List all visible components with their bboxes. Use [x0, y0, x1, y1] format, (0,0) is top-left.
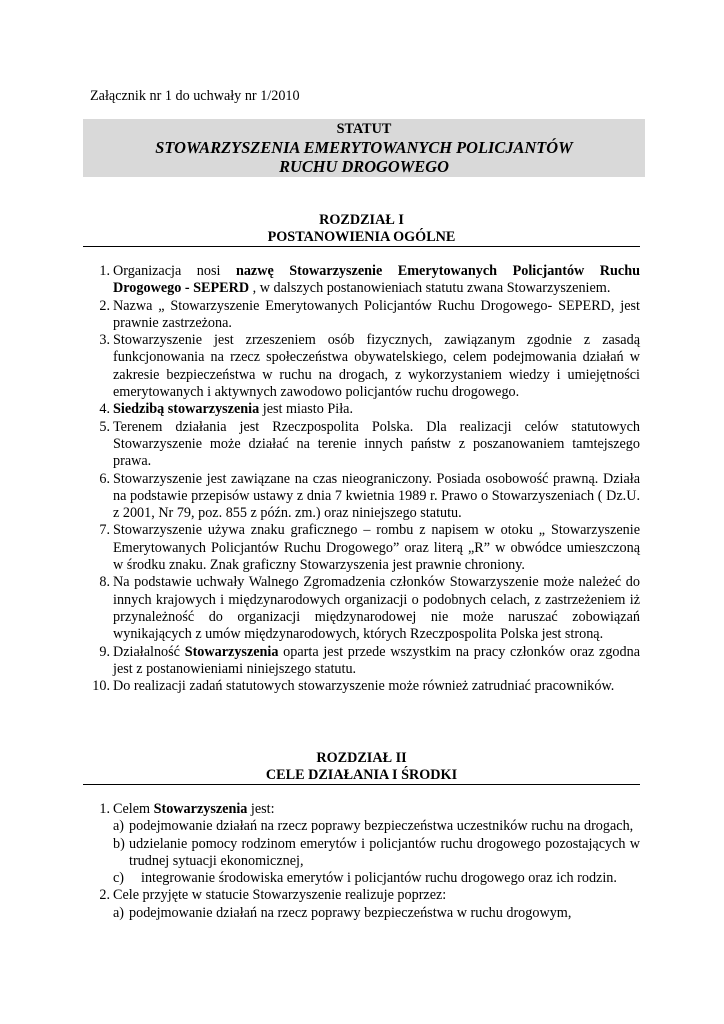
chapter-1-rule — [83, 246, 640, 247]
chapter-1-list — [83, 263, 640, 695]
chapter-2-subheading: CELE DZIAŁANIA I ŚRODKI — [265, 767, 458, 784]
chapter-1-header — [83, 212, 640, 247]
sub-item: a) podejmowanie działań na rzecz poprawy bezpieczeństwa uczestników ruchu na drogach, — [113, 818, 634, 835]
title-association-name-2: RUCHU DROGOWEGO — [279, 157, 449, 176]
chapter-1-heading: ROZDZIAŁ I — [319, 212, 404, 228]
title-association-name: STOWARZYSZENIA EMERYTOWANYCH POLICJANTÓW — [155, 138, 573, 157]
title-statut: STATUT — [336, 121, 392, 137]
chapter-2-heading: ROZDZIAŁ II — [316, 750, 407, 766]
attachment-note: Załącznik nr 1 do uchwały nr 1/2010 — [90, 88, 300, 104]
sub-item: c) integrowanie środowiska emerytów i policjantów ruchu drogowego oraz ich rodzin. — [113, 870, 617, 887]
list-item: 1. Celem Stowarzyszenia jest: a) podejmowanie działań na rzecz poprawy bezpieczeństwa uczestników ruchu na drogach, b) udzielanie pomocy rodzinom emerytów i policjantów ruchu drogowego pozostających w trudnej sytuacji ekonomicznej, c) integrowanie środowiska emerytów i policjantów ruchu drogowego oraz ich rodzin. — [99, 801, 640, 887]
list-item: 6. Stowarzyszenie jest zawiązane na czas nieograniczony. Posiada osobowość prawną. Działa na podstawie przepisów ustawy z dnia 7 kwietnia 1989 r. Prawo o Stowarzyszeniach ( Dz.U. z 2001, Nr 79, poz. 855 z późn. zm.) oraz niniejszego statutu. — [99, 470, 640, 522]
list-item: 3. Stowarzyszenie jest zrzeszeniem osób fizycznych, zawiązanym zgodnie z zasadą funkcjonowania na rzecz społeczeństwa obywatelskiego, celem podejmowania działań w zakresie bezpieczeństwa w ruchu na drogach, z wykorzystaniem wiedzy i umiejętności emerytowanych i aktywnych zawodowo policjantów ruchu drogowego. — [99, 332, 640, 401]
list-item: 4. Siedzibą stowarzyszenia jest miasto Piła. — [99, 401, 353, 418]
sub-item: a) podejmowanie działań na rzecz poprawy bezpieczeństwa w ruchu drogowym, — [113, 904, 572, 921]
list-item: 1. Organizacja nosi nazwę Stowarzyszenie Emerytowanych Policjantów Ruchu Drogowego - SEPERD , w dalszych postanowieniach statutu zwana Stowarzyszeniem. — [99, 263, 640, 297]
sub-item: b) udzielanie pomocy rodzinom emerytów i policjantów ruchu drogowego pozostających w trudnej sytuacji ekonomicznej, — [113, 835, 640, 869]
list-item: 10. Do realizacji zadań statutowych stowarzyszenie może również zatrudniać pracowników. — [92, 678, 615, 695]
list-item: 5. Terenem działania jest Rzeczpospolita Polska. Dla realizacji celów statutowych Stowarzyszenie może działać na terenie innych państw z poszanowaniem tamtejszego prawa. — [99, 418, 640, 470]
list-item: 8. Na podstawie uchwały Walnego Zgromadzenia członków Stowarzyszenie może należeć do innych krajowych i międzynarodowych organizacji o podobnych celach, z zastrzeżeniem iż przynależność do organizacji międzynarodowej nie może naruszać zobowiązań wynikających z umów międzynarodowych, których Rzeczpospolita Polska jest stroną. — [99, 574, 640, 643]
list-item: 2. Cele przyjęte w statucie Stowarzyszenie realizuje poprzez: a) podejmowanie działań na rzecz poprawy bezpieczeństwa w ruchu drogowym, — [83, 887, 640, 922]
chapter-2-rule — [83, 784, 640, 785]
list-item: 2. Nazwa „ Stowarzyszenie Emerytowanych Policjantów Ruchu Drogowego- SEPERD, jest prawnie zastrzeżona. — [99, 297, 640, 331]
list-item: 7. Stowarzyszenie używa znaku graficznego – rombu z napisem w otoku „ Stowarzyszenie Emerytowanych Policjantów Ruchu Drogowego” oraz literą „R” w obwódce umieszczoną w środku znaku. Znak graficzny Stowarzyszenia jest prawnie chroniony. — [99, 522, 640, 574]
chapter-1-subheading: POSTANOWIENIA OGÓLNE — [267, 229, 456, 246]
chapter-2-header — [83, 750, 640, 785]
chapter-2-list — [83, 801, 640, 922]
statute-title-box — [83, 119, 645, 177]
list-item: 9. Działalność Stowarzyszenia oparta jest przede wszystkim na pracy członków oraz zgodna jest z postanowieniami niniejszego statutu. — [99, 643, 640, 677]
